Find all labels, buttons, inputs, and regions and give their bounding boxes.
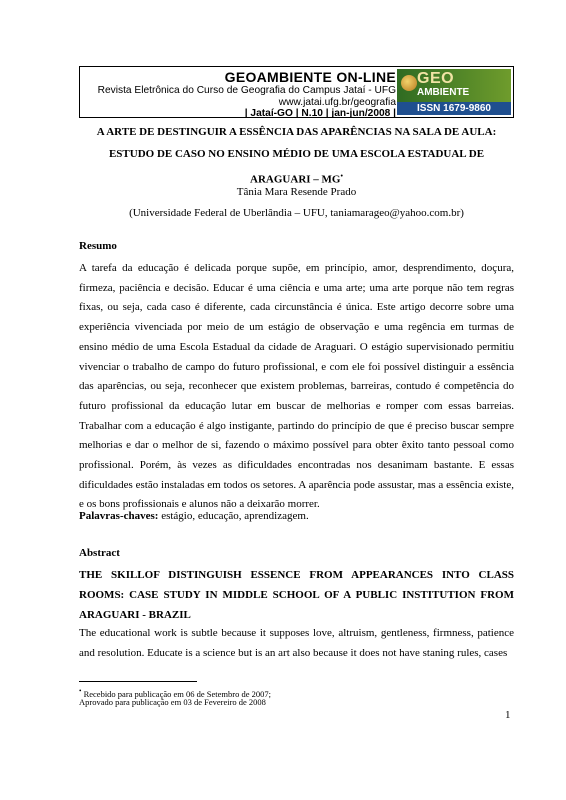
article-title-line-1: A ARTE DE DESTINGUIR A ESSÊNCIA DAS APARÊNCIAS NA SALA DE AULA: bbox=[96, 126, 497, 138]
journal-header bbox=[79, 66, 514, 118]
keywords-list: estágio, educação, aprendizagem. bbox=[161, 510, 309, 522]
journal-issue-info: | Jataí-GO | N.10 | jan-jun/2008 | bbox=[244, 108, 396, 119]
author-affiliation: (Universidade Federal de Uberlândia – UFU, taniamarageo@yahoo.com.br) bbox=[129, 207, 464, 219]
logo-geo-text: GEO bbox=[417, 70, 455, 87]
abstract-heading: Abstract bbox=[79, 547, 120, 559]
abstract-title: THE SKILLOF DISTINGUISH ESSENCE FROM APPEARANCES INTO CLASS ROOMS: CASE STUDY IN MIDDLE SCHOOL OF A PUBLIC INSTITUTION FROM ARAGUARI - BRAZIL bbox=[79, 569, 514, 621]
resumo-text: A tarefa da educação é delicada porque supõe, em princípio, amor, desprendimento, doçura, firmeza, paciência e decisão. Educar é uma ciência e uma arte; uma arte porque não tem regras fixas, ou seja, cada caso é diferente, cada circunstância é única. Este artigo decorre sobre uma experiência vivenciada por meio de um estágio de observação e uma regência em turmas de ensino médio de uma Escola Estadual da cidade de Araguari. O estágio supervisionado permitiu vivenciar o trabalho de campo do futuro profissional, e com ele foi possível distinguir a essência das aparências, ou seja, reconhecer que existem problemas, barreiras, contudo é competência do futuro profissional da educação lutar em buscar de melhorias e romper com essas barreias. Trabalhar com a educação é algo instigante, partindo do princípio de que é preciso buscar sempre melhorias e dar o melhor de si, fazendo o máximo possível para obter êxito tanto pessoal como profissional. Porém, às vezes as dificuldades encontradas nos desanimam bastante. E essas dificuldades estão instaladas em todos os setores. A aparência pode assustar, mas a essência existe, e os bons profissionais e alunos não a deixarão morrer. bbox=[79, 262, 514, 511]
keywords bbox=[79, 510, 514, 522]
footnote-received-text: Recebido para publicação em 06 de Setembro de 2007; bbox=[83, 688, 271, 699]
logo-banner bbox=[397, 69, 511, 103]
author-name: Tânia Mara Resende Prado bbox=[236, 186, 357, 198]
journal-title: GEOAMBIENTE ON-LINE bbox=[224, 69, 396, 85]
journal-logo bbox=[397, 69, 511, 115]
footnote-marker-2: • bbox=[79, 687, 82, 695]
footnote-divider bbox=[79, 681, 197, 682]
logo-issn: ISSN 1679-9860 bbox=[397, 102, 511, 115]
journal-subtitle: Revista Eletrônica do Curso de Geografia do Campus Jataí - UFG bbox=[97, 85, 396, 96]
article-title-line-2: ESTUDO DE CASO NO ENSINO MÉDIO DE UMA ESCOLA ESTADUAL DE bbox=[108, 148, 485, 160]
journal-website: www.jatai.ufg.br/geografia bbox=[278, 96, 396, 108]
page-number: 1 bbox=[505, 709, 511, 721]
article-title-line-3-text: ARAGUARI – MG bbox=[250, 173, 341, 186]
footnote-marker: • bbox=[340, 172, 343, 180]
keywords-label: Palavras-chaves: bbox=[79, 510, 159, 522]
abstract-text: The educational work is subtle because it supposes love, altruism, gentleness, firmness, patience and resolution. Educate is a science but is an art also because it does not have staning rules, cases bbox=[79, 627, 514, 659]
footnote-approved: Aprovado para publicação em 03 de Fevereiro de 2008 bbox=[79, 697, 266, 707]
logo-ambiente-text: AMBIENTE bbox=[417, 87, 470, 98]
resumo-heading: Resumo bbox=[79, 240, 117, 252]
globe-icon bbox=[401, 75, 417, 91]
journal-header-text bbox=[84, 69, 396, 120]
